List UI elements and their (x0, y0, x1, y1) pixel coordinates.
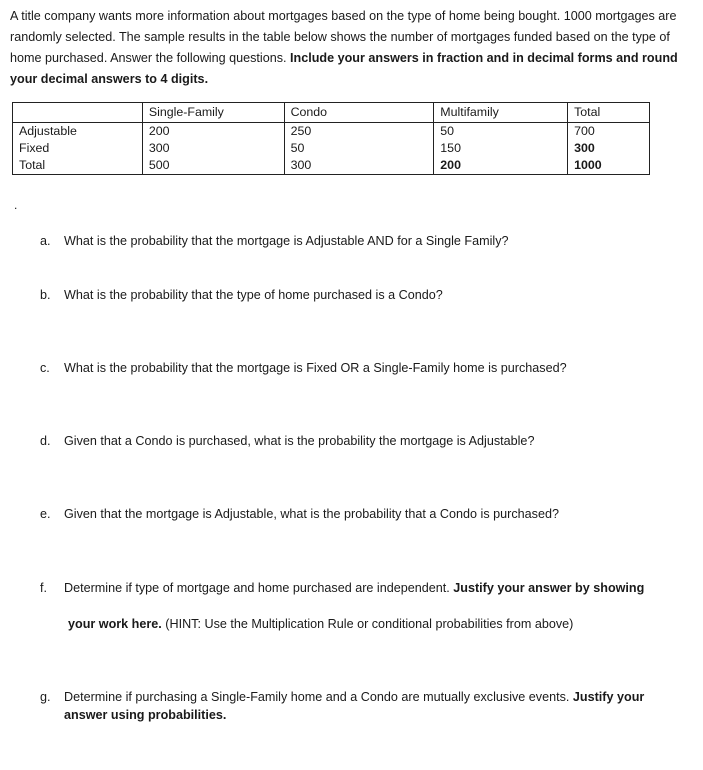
question-label: d. (40, 434, 51, 448)
table-cell: 700 (568, 123, 650, 141)
table-cell: 300 (568, 140, 650, 157)
table-cell: 50 (434, 123, 568, 141)
table-header-single-family: Single-Family (142, 103, 284, 123)
table-cell: 1000 (568, 157, 650, 175)
question-f-continuation (44, 615, 573, 633)
table-cell: 150 (434, 140, 568, 157)
row-label: Fixed (13, 140, 143, 157)
table-header-corner (13, 103, 143, 123)
question-c (40, 359, 567, 377)
table-cell: 200 (434, 157, 568, 175)
question-bold-instruction: Justify your (572, 690, 645, 704)
question-label: f. (40, 581, 47, 595)
table-cell: 50 (284, 140, 434, 157)
table-header-condo: Condo (284, 103, 434, 123)
table-cell: 500 (142, 157, 284, 175)
table-header-multifamily: Multifamily (434, 103, 568, 123)
question-e (40, 505, 559, 523)
question-b (40, 286, 443, 304)
table-cell: 200 (142, 123, 284, 141)
question-text: Determine if type of mortgage and home purchased are independent. (64, 581, 454, 595)
question-label: e. (40, 507, 51, 521)
question-label: a. (40, 234, 51, 248)
question-text: Determine if purchasing a Single-Family home and a Condo are mutually exclusive events. (64, 690, 573, 704)
question-hint: (HINT: Use the Multiplication Rule or conditional probabilities from above) (161, 617, 574, 631)
table-row-adjustable (13, 123, 650, 141)
table-row-total (13, 157, 650, 175)
row-label: Total (13, 157, 143, 175)
question-bold-instruction-continued: your work here. (68, 617, 162, 631)
table-cell: 300 (284, 157, 434, 175)
question-bold-instruction: Justify your answer by showing (453, 581, 645, 595)
table-cell: 300 (142, 140, 284, 157)
question-g (40, 688, 644, 706)
question-label: b. (40, 288, 51, 302)
table-cell: 250 (284, 123, 434, 141)
intro-paragraph (10, 6, 690, 90)
table-header-row (13, 103, 650, 123)
question-text: What is the probability that the mortgage is Fixed OR a Single-Family home is purchased? (64, 361, 567, 375)
stray-mark: . (14, 198, 18, 212)
intro-text: A title company wants more information about mortgages based on the type of home being bought. 1000 mortgages are randomly selected. The sample results in the table below shows the number of mortgages funded based on the type of home purchased. Answer the following questions. (10, 9, 677, 65)
question-text: What is the probability that the mortgage is Adjustable AND for a Single Family? (64, 234, 509, 248)
question-d (40, 432, 534, 450)
question-g-continuation (40, 706, 226, 724)
question-text: What is the probability that the type of home purchased is a Condo? (64, 288, 443, 302)
mortgage-table (12, 102, 650, 175)
question-a (40, 232, 509, 250)
question-label: g. (40, 690, 51, 704)
row-label: Adjustable (13, 123, 143, 141)
question-text: Given that a Condo is purchased, what is the probability the mortgage is Adjustable? (64, 434, 535, 448)
table-row-fixed (13, 140, 650, 157)
question-bold-instruction-continued: answer using probabilities. (64, 708, 227, 722)
intro-bold-instruction: Include your answers in fraction and in decimal forms and round your decimal answers to 4 digits. (10, 51, 678, 86)
question-text: Given that the mortgage is Adjustable, what is the probability that a Condo is purchased? (64, 507, 559, 521)
table-header-total: Total (568, 103, 650, 123)
question-f (40, 579, 644, 597)
question-label: c. (40, 361, 50, 375)
